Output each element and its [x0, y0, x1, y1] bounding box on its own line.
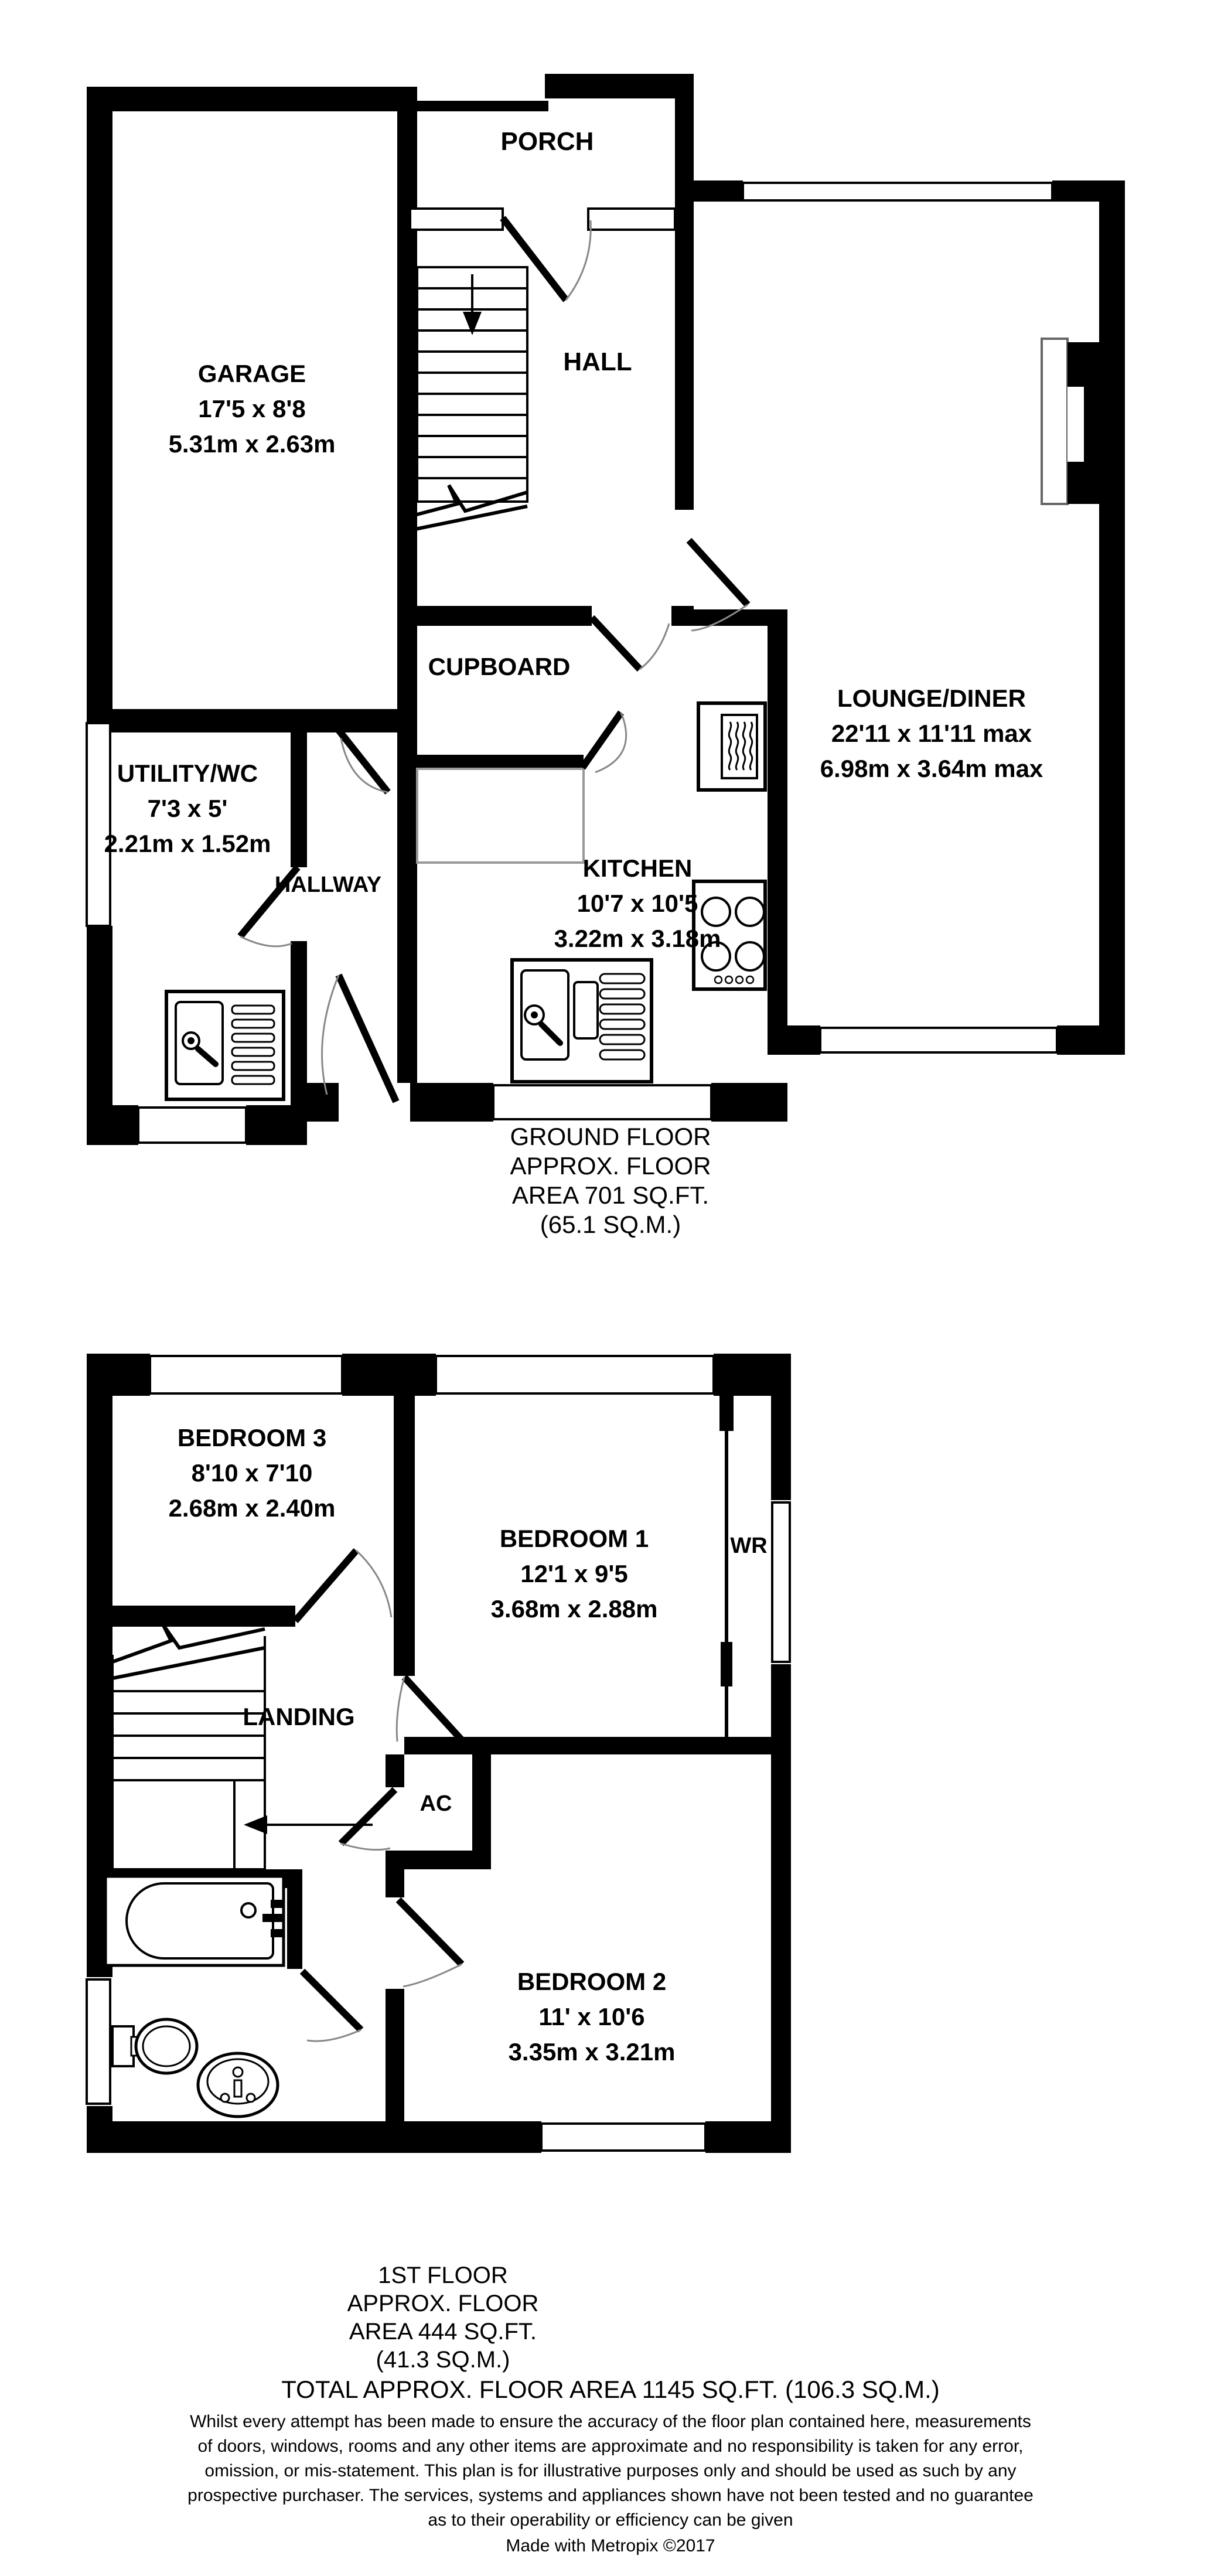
- room-dims-ft: 10'7 x 10'5: [577, 891, 698, 918]
- room-name: AC: [419, 1792, 452, 1817]
- room-name: CUPBOARD: [428, 654, 571, 681]
- room-dims-m: 3.68m x 2.88m: [490, 1596, 658, 1623]
- room-name: BEDROOM 3: [177, 1425, 327, 1452]
- room-dims-ft: 7'3 x 5': [147, 796, 228, 823]
- total-area-line: TOTAL APPROX. FLOOR AREA 1145 SQ.FT. (106.3 SQ.M.): [281, 2377, 940, 2404]
- bathtub-icon: [105, 1876, 284, 1965]
- room-dims-ft: 8'10 x 7'10: [191, 1460, 313, 1487]
- caption-line: APPROX. FLOOR: [510, 1153, 711, 1180]
- room-name: LOUNGE/DINER: [837, 686, 1026, 713]
- kitchen-counter: [417, 769, 584, 863]
- room-label-ac: [420, 1787, 452, 1822]
- caption-line: GROUND FLOOR: [510, 1124, 711, 1151]
- disclaimer-line: Whilst every attempt has been made to ensure the accuracy of the floor plan contained here, measurements: [190, 2412, 1031, 2432]
- room-dims-m: 5.31m x 2.63m: [168, 431, 336, 458]
- room-name: HALL: [563, 347, 632, 376]
- room-label-bedroom2: [509, 1965, 676, 2071]
- oven-icon: [698, 703, 765, 790]
- room-label-hall: [563, 345, 632, 380]
- room-name: BEDROOM 1: [499, 1526, 649, 1553]
- room-dims-ft: 11' x 10'6: [538, 2004, 645, 2031]
- room-label-hallway: [275, 868, 381, 904]
- first-floor-caption: [347, 2262, 539, 2374]
- basin-icon: [198, 2053, 278, 2117]
- room-dims-m: 3.35m x 3.21m: [508, 2039, 676, 2066]
- room-name: KITCHEN: [582, 856, 693, 882]
- caption-line: (65.1 SQ.M.): [540, 1212, 681, 1239]
- disclaimer-line: of doors, windows, rooms and any other items are approximate and no responsibility is taken for any error,: [197, 2437, 1024, 2456]
- utility-sink-icon: [166, 991, 284, 1099]
- room-label-landing: [243, 1701, 354, 1736]
- caption-line: AREA 444 SQ.FT.: [349, 2319, 537, 2345]
- first-floor-stairs-icon: [112, 1624, 373, 1869]
- caption-line: AREA 701 SQ.FT.: [511, 1183, 710, 1209]
- room-name: GARAGE: [197, 361, 306, 388]
- room-label-wr: [730, 1529, 767, 1565]
- room-dims-m: 3.22m x 3.18m: [554, 926, 721, 953]
- room-label-bedroom3: [169, 1422, 336, 1527]
- room-label-kitchen: [554, 852, 721, 958]
- room-dims-m: 2.21m x 1.52m: [104, 831, 271, 858]
- room-name: WR: [730, 1534, 768, 1559]
- room-dims-m: 6.98m x 3.64m max: [820, 756, 1043, 783]
- ground-floor-caption: [510, 1123, 711, 1240]
- room-label-utility: [104, 757, 271, 863]
- room-label-porch: [501, 124, 594, 159]
- room-label-garage: [169, 357, 336, 463]
- disclaimer-text: [187, 2410, 1034, 2558]
- caption-line: 1ST FLOOR: [378, 2263, 508, 2289]
- disclaimer-line: as to their operability or efficiency can be given: [428, 2510, 793, 2530]
- room-label-lounge: [820, 682, 1043, 788]
- toilet-icon: [112, 2019, 197, 2073]
- room-name: UTILITY/WC: [117, 761, 258, 788]
- caption-line: (41.3 SQ.M.): [376, 2347, 510, 2373]
- room-dims-ft: 12'1 x 9'5: [520, 1561, 628, 1588]
- room-name: PORCH: [500, 127, 594, 156]
- room-dims-m: 2.68m x 2.40m: [168, 1495, 336, 1522]
- room-label-cupboard: [428, 650, 571, 686]
- room-name: HALLWAY: [274, 873, 382, 898]
- room-dims-ft: 17'5 x 8'8: [198, 396, 306, 423]
- metropix-credit: Made with Metropix ©2017: [506, 2536, 715, 2556]
- fireplace-icon: [1042, 339, 1099, 504]
- room-label-bedroom1: [491, 1522, 658, 1628]
- caption-line: APPROX. FLOOR: [347, 2291, 539, 2317]
- room-name: BEDROOM 2: [517, 1969, 667, 1996]
- ground-floor-stairs-icon: [412, 267, 527, 530]
- room-name: LANDING: [243, 1704, 355, 1731]
- room-dims-ft: 22'11 x 11'11 max: [831, 721, 1032, 748]
- disclaimer-line: prospective purchaser. The services, systems and appliances shown have not been tested and no guarantee: [187, 2486, 1034, 2506]
- kitchen-sink-icon: [512, 960, 652, 1082]
- disclaimer-line: omission, or mis-statement. This plan is for illustrative purposes only and should be used as such by any: [204, 2461, 1017, 2481]
